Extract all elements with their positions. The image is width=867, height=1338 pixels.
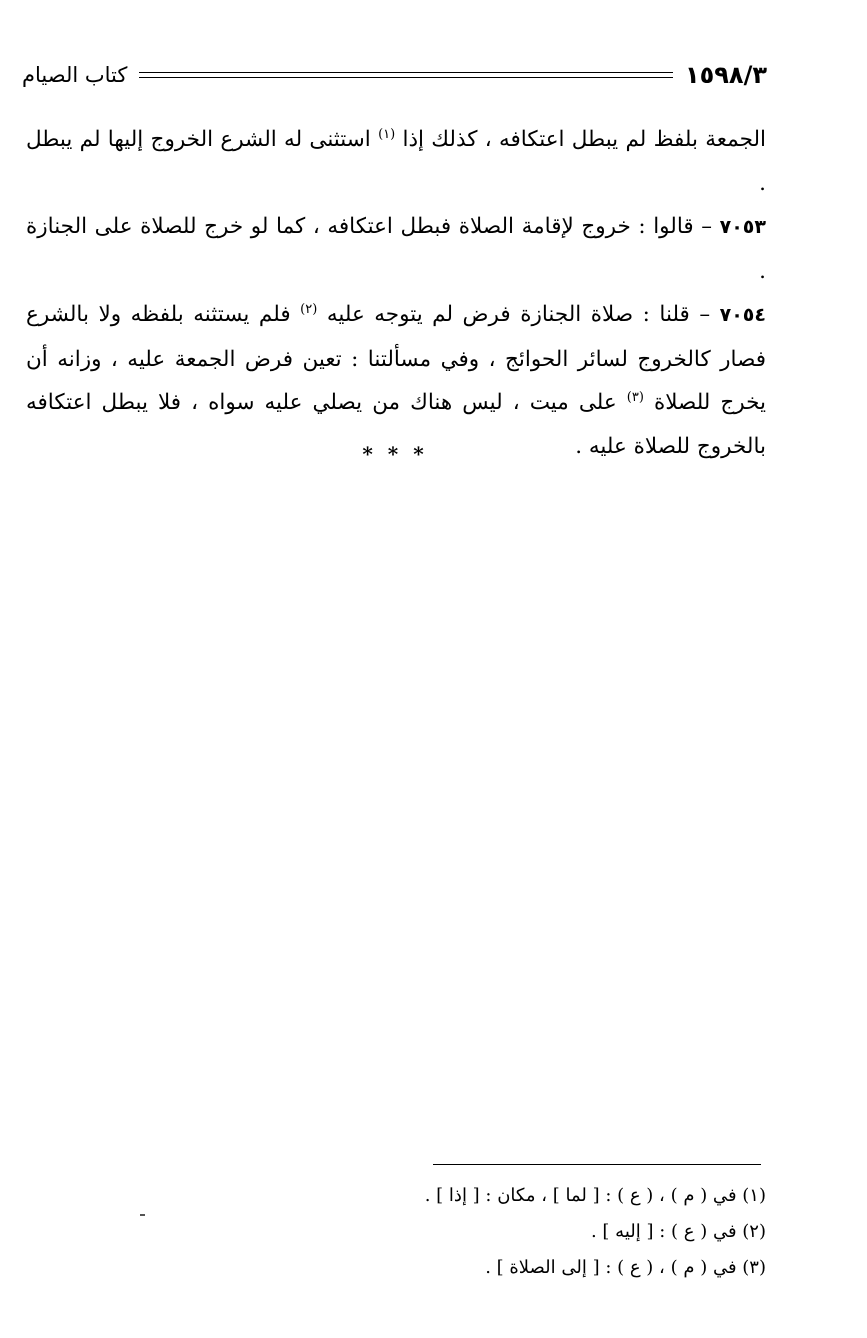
book-title: كتاب الصيام: [22, 63, 128, 87]
paragraph-text: – قالوا : خروج لإقامة الصلاة فبطل اعتكافه ، كما لو خرج للصلاة على الجنازة .: [26, 214, 766, 284]
footnote-2: (٢) في ( ع ) : [ إليه ] .: [590, 1221, 766, 1242]
scan-speck: [140, 1214, 145, 1216]
paragraph-1: [26, 118, 766, 205]
paragraph-1-text-before: الجمعة بلفظ لم يبطل اعتكافه ، كذلك إذا: [402, 127, 766, 152]
footnotes: [300, 1178, 766, 1286]
footnote-1: (١) في ( م ) ، ( ع ) : [ لما ] ، مكان : [ إذا ] .: [424, 1185, 766, 1206]
paragraph-number: ٧٠٥٤: [719, 304, 766, 326]
page-header: [22, 58, 767, 92]
page-number: ١٥٩٨/٣: [684, 61, 767, 89]
footnote-ref-2: (٢): [300, 301, 318, 317]
footnote-ref-1: (١): [378, 126, 396, 142]
footnote-ref-3: (٣): [626, 389, 644, 405]
paragraph-text-middle: فلم يستثنه بلفظه ولا بالشرع فصار كالخروج لسائر الحوائج ، وفي مسألتنا : تعين فرض الجمعة عليه ، وزانه أن يخرج للصلاة: [26, 302, 766, 415]
footnote-3: (٣) في ( م ) ، ( ع ) : [ إلى الصلاة ] .: [485, 1257, 766, 1278]
paragraph-text-after: على ميت ، ليس هناك من يصلي عليه سواه ، فلا يبطل اعتكافه بالخروج للصلاة عليه .: [26, 390, 766, 459]
section-separator: * * *: [362, 442, 428, 466]
main-text: [26, 118, 766, 468]
paragraph-number: ٧٠٥٣: [719, 216, 766, 238]
paragraph-7053: [26, 205, 766, 293]
paragraph-1-text-after: استثنى له الشرع الخروج إليها لم يبطل .: [26, 127, 766, 196]
footnote-divider: [433, 1164, 761, 1165]
paragraph-text-before: – قلنا : صلاة الجنازة فرض لم يتوجه عليه: [326, 302, 711, 327]
header-rule: [139, 72, 673, 78]
